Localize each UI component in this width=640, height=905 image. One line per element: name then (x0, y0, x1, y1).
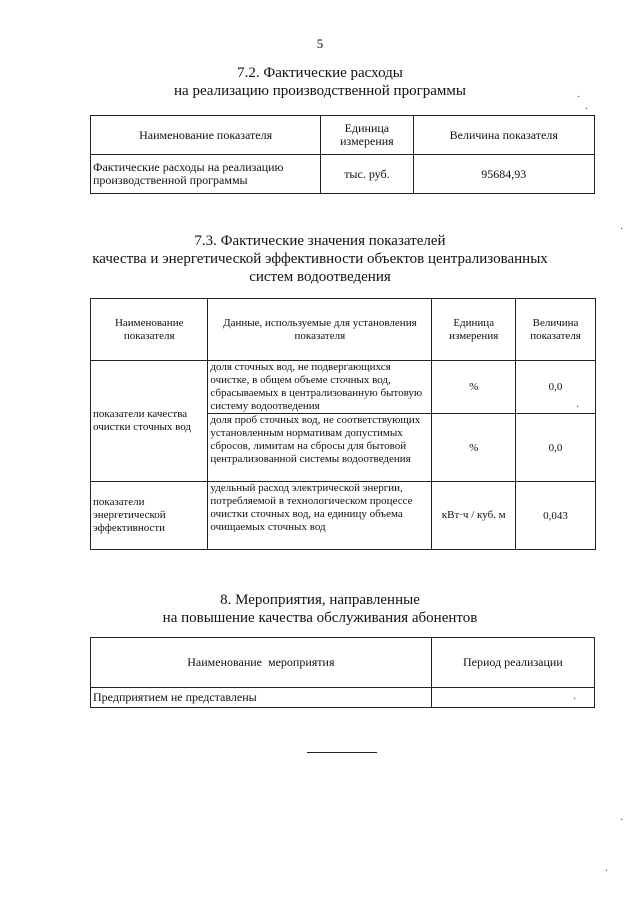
header-data-used: Данные, используемые для установления показателя (208, 299, 432, 361)
header-indicator-name: Наименование показателя (91, 116, 321, 155)
scan-mark: · (620, 224, 624, 235)
section-8-title-line1: 8. Мероприятия, направленные (220, 592, 420, 608)
cell-value: 0,043 (516, 482, 596, 550)
section-7-3-title-line2: качества и энергетической эффективности объектов централизованных (92, 251, 548, 267)
header-unit: Единица измерения (432, 299, 516, 361)
section-7-3-title-line3: систем водоотведения (249, 269, 391, 285)
table-row (91, 482, 596, 550)
header-measure-name: Наименование мероприятия (91, 638, 432, 688)
table-header-row (91, 116, 595, 155)
cell-data: удельный расход электрической энергии, потребляемой в технологическом процессе очистки сточных вод, на единицу объема очищаемых сточных вод (208, 482, 432, 550)
cell-unit: % (432, 414, 516, 482)
header-indicator-name: Наименование показателя (91, 299, 208, 361)
production-costs-table (90, 115, 595, 194)
table-row (91, 361, 596, 414)
quality-efficiency-table (90, 298, 596, 550)
page-number: 5 (316, 36, 324, 51)
section-8-title-line2: на повышение качества обслуживания абонентов (162, 610, 478, 626)
header-unit: Единица измерения (321, 116, 413, 155)
scan-mark: · (577, 92, 581, 103)
cell-indicator-name: Фактические расходы на реализацию производственной программы (91, 155, 321, 194)
cell-data: доля сточных вод, не подвергающихся очистке, в общем объеме сточных вод, сбрасываемых в централизованную бытовую систему водоотведения (208, 361, 432, 414)
scan-mark: · (576, 402, 580, 413)
section-7-2-title-line2: на реализацию производственной программы (174, 83, 466, 99)
table-header-row (91, 638, 595, 688)
cell-value: 0,0 (516, 361, 596, 414)
section-7-2-heading (0, 64, 640, 100)
cell-value: 95684,93 (413, 155, 594, 194)
table-header-row (91, 299, 596, 361)
cell-period (431, 688, 594, 708)
table-row (91, 688, 595, 708)
section-8-heading (0, 591, 640, 627)
cell-data: доля проб сточных вод, не соответствующих установленным нормативам допустимых сбросов, лимитам на сбросы для бытовой централизованной системы водоотведения (208, 414, 432, 482)
cell-unit: кВт·ч / куб. м (432, 482, 516, 550)
scan-mark: · (585, 104, 589, 115)
cell-unit: % (432, 361, 516, 414)
cell-value: 0,0 (516, 414, 596, 482)
end-rule (307, 752, 377, 753)
cell-group-quality: показатели качества очистки сточных вод (91, 361, 208, 482)
cell-unit: тыс. руб. (321, 155, 413, 194)
table-row (91, 155, 595, 194)
scan-mark: · (573, 694, 577, 705)
scan-mark: · (620, 815, 624, 826)
cell-group-energy: показатели энергетической эффективности (91, 482, 208, 550)
cell-measure-name: Предприятием не представлены (91, 688, 432, 708)
header-value: Величина показателя (413, 116, 594, 155)
scan-mark: · (605, 866, 609, 877)
header-value: Величина показателя (516, 299, 596, 361)
measures-table (90, 637, 595, 708)
section-7-3-title-line1: 7.3. Фактические значения показателей (194, 233, 446, 249)
section-7-2-title-line1: 7.2. Фактические расходы (237, 65, 403, 81)
section-7-3-heading (0, 232, 640, 286)
header-period: Период реализации (431, 638, 594, 688)
